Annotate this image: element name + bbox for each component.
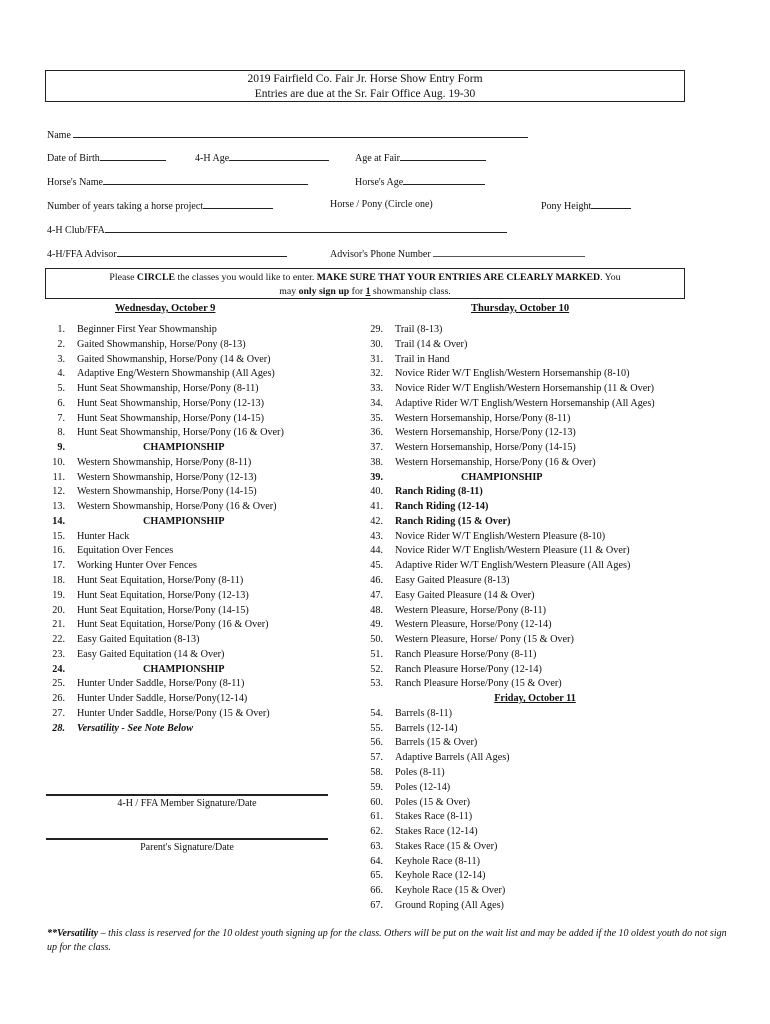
class-number: 33. bbox=[370, 383, 383, 395]
class-number: 22. bbox=[52, 634, 65, 646]
class-name: Western Horsemanship, Horse/Pony (16 & Over) bbox=[395, 456, 596, 468]
class-item[interactable] bbox=[47, 353, 347, 368]
class-name: Gaited Showmanship, Horse/Pony (14 & Over) bbox=[77, 353, 271, 365]
horse-age-field[interactable] bbox=[355, 175, 485, 188]
class-number: 1. bbox=[57, 324, 65, 335]
class-name: Western Horsemanship, Horse/Pony (14-15) bbox=[395, 442, 576, 454]
class-name: Barrels (8-11) bbox=[395, 707, 453, 719]
class-name: Western Showmanship, Horse/Pony (8-11) bbox=[77, 456, 252, 468]
instructions-box bbox=[45, 268, 685, 299]
class-item[interactable] bbox=[365, 530, 705, 545]
class-number: 17. bbox=[52, 560, 65, 572]
class-number: 43. bbox=[370, 530, 383, 542]
class-number: 10. bbox=[52, 456, 65, 468]
class-item[interactable] bbox=[47, 677, 347, 692]
class-number: 9. bbox=[57, 442, 65, 454]
wednesday-class-list bbox=[47, 323, 347, 736]
class-number: 2. bbox=[57, 338, 65, 350]
class-number: 54. bbox=[370, 707, 383, 719]
class-name: Keyhole Race (15 & Over) bbox=[395, 885, 506, 897]
class-item[interactable] bbox=[365, 722, 705, 737]
class-number: 29. bbox=[370, 324, 383, 335]
thursday-heading: Thursday, October 10 bbox=[471, 303, 570, 314]
instructions-line-2: may only sign up for 1 showmanship class. bbox=[279, 286, 451, 297]
class-name: Hunter Hack bbox=[77, 530, 130, 542]
class-item[interactable] bbox=[47, 338, 347, 353]
class-item[interactable] bbox=[47, 589, 347, 604]
class-number: 56. bbox=[370, 737, 383, 749]
dob-label: Date of Birth bbox=[47, 153, 100, 164]
class-item[interactable] bbox=[365, 604, 705, 619]
member-signature-line[interactable] bbox=[46, 794, 328, 796]
class-number: 12. bbox=[52, 486, 65, 498]
name-label: Name bbox=[47, 130, 71, 141]
class-item[interactable] bbox=[47, 323, 347, 338]
class-item[interactable] bbox=[365, 855, 705, 870]
class-name: Ranch Pleasure Horse/Pony (15 & Over) bbox=[395, 678, 562, 690]
class-item[interactable] bbox=[47, 367, 347, 382]
class-name: Adaptive Rider W/T English/Western Pleasure (All Ages) bbox=[395, 560, 631, 572]
class-name: Ranch Pleasure Horse/Pony (12-14) bbox=[395, 663, 542, 675]
class-name: CHAMPIONSHIP bbox=[143, 442, 225, 454]
class-name: Poles (8-11) bbox=[395, 766, 445, 778]
class-number: 65. bbox=[370, 870, 383, 882]
class-item[interactable] bbox=[365, 663, 705, 678]
class-name: Ranch Riding (12-14) bbox=[395, 501, 489, 513]
class-name: CHAMPIONSHIP bbox=[143, 515, 225, 527]
class-name: Adaptive Rider W/T English/Western Horsemanship (All Ages) bbox=[395, 397, 655, 409]
class-item[interactable] bbox=[365, 884, 705, 899]
class-item[interactable] bbox=[365, 323, 705, 338]
class-name: Novice Rider W/T English/Western Pleasure (8-10) bbox=[395, 530, 606, 542]
class-number: 19. bbox=[52, 589, 65, 601]
class-number: 3. bbox=[57, 353, 65, 365]
class-number: 46. bbox=[370, 575, 383, 587]
class-item[interactable] bbox=[47, 707, 347, 722]
dob-line[interactable] bbox=[100, 151, 166, 161]
class-number: 64. bbox=[370, 855, 383, 867]
class-number: 57. bbox=[370, 752, 383, 764]
class-item[interactable] bbox=[47, 648, 347, 663]
class-item[interactable] bbox=[365, 338, 705, 353]
class-number: 58. bbox=[370, 766, 383, 778]
advisor-phone-field[interactable] bbox=[330, 247, 585, 260]
class-number: 34. bbox=[370, 397, 383, 409]
class-item[interactable] bbox=[47, 471, 347, 486]
class-name: Trail in Hand bbox=[395, 353, 450, 365]
class-item[interactable] bbox=[47, 692, 347, 707]
class-item[interactable] bbox=[47, 618, 347, 633]
class-item[interactable] bbox=[365, 426, 705, 441]
class-item[interactable] bbox=[47, 500, 347, 515]
name-field[interactable] bbox=[47, 128, 528, 141]
4h-age-field[interactable] bbox=[195, 151, 329, 164]
class-name: Stakes Race (8-11) bbox=[395, 811, 473, 823]
class-name: Keyhole Race (8-11) bbox=[395, 855, 481, 867]
class-item[interactable] bbox=[47, 559, 347, 574]
day-heading-text: Friday, October 11 bbox=[494, 693, 576, 705]
class-number: 52. bbox=[370, 663, 383, 675]
class-number: 66. bbox=[370, 885, 383, 897]
class-name: Adaptive Barrels (All Ages) bbox=[395, 752, 510, 764]
class-item[interactable] bbox=[365, 796, 705, 811]
class-number: 40. bbox=[370, 486, 383, 498]
class-name: Easy Gaited Pleasure (8-13) bbox=[395, 575, 510, 587]
class-number: 59. bbox=[370, 781, 383, 793]
class-item[interactable] bbox=[47, 441, 347, 456]
class-name: Stakes Race (12-14) bbox=[395, 826, 478, 838]
class-number: 62. bbox=[370, 826, 383, 838]
class-name: Hunt Seat Equitation, Horse/Pony (8-11) bbox=[77, 575, 244, 587]
class-item[interactable] bbox=[47, 544, 347, 559]
member-signature-label: 4-H / FFA Member Signature/Date bbox=[117, 798, 257, 809]
class-name: Easy Gaited Equitation (8-13) bbox=[77, 634, 200, 646]
class-item[interactable] bbox=[365, 456, 705, 471]
form-title: 2019 Fairfield Co. Fair Jr. Horse Show Entry Form bbox=[247, 73, 483, 85]
class-number: 35. bbox=[370, 412, 383, 424]
class-number: 51. bbox=[370, 648, 383, 660]
class-number: 49. bbox=[370, 619, 383, 631]
class-number: 36. bbox=[370, 427, 383, 439]
club-line[interactable] bbox=[105, 223, 507, 233]
class-item[interactable] bbox=[365, 618, 705, 633]
horse-pony-field[interactable] bbox=[330, 199, 433, 210]
footnote-text: – this class is reserved for the 10 oldest youth signing up for the class. Others will be put on the wait list and may be added if the 10 oldest youth do not sign up for the class. bbox=[47, 928, 727, 953]
class-item[interactable] bbox=[365, 353, 705, 368]
class-item[interactable] bbox=[365, 412, 705, 427]
horse-name-field[interactable] bbox=[47, 175, 308, 188]
class-item[interactable] bbox=[47, 633, 347, 648]
class-name: Easy Gaited Pleasure (14 & Over) bbox=[395, 589, 535, 601]
class-name: Western Showmanship, Horse/Pony (16 & Over) bbox=[77, 501, 277, 513]
class-number: 18. bbox=[52, 575, 65, 587]
class-item[interactable] bbox=[47, 485, 347, 500]
thursday-friday-class-list bbox=[365, 323, 705, 914]
class-item[interactable] bbox=[365, 441, 705, 456]
class-name: Hunter Under Saddle, Horse/Pony (8-11) bbox=[77, 678, 245, 690]
class-number: 7. bbox=[57, 412, 65, 424]
class-number: 67. bbox=[370, 899, 383, 911]
class-number: 41. bbox=[370, 501, 383, 513]
class-item[interactable] bbox=[365, 515, 705, 530]
class-item[interactable] bbox=[47, 412, 347, 427]
class-name: Poles (12-14) bbox=[395, 781, 451, 793]
horse-name-label: Horse's Name bbox=[47, 177, 103, 188]
wednesday-heading: Wednesday, October 9 bbox=[115, 303, 216, 314]
name-line[interactable] bbox=[73, 128, 528, 138]
class-number: 37. bbox=[370, 442, 383, 454]
class-item[interactable] bbox=[47, 530, 347, 545]
class-number: 20. bbox=[52, 604, 65, 616]
class-number: 26. bbox=[52, 693, 65, 705]
class-number: 21. bbox=[52, 619, 65, 631]
class-name: Beginner First Year Showmanship bbox=[77, 324, 217, 335]
class-item[interactable] bbox=[365, 382, 705, 397]
class-item[interactable] bbox=[47, 426, 347, 441]
pony-height-label: Pony Height bbox=[541, 201, 592, 212]
class-name: Ground Roping (All Ages) bbox=[395, 899, 504, 911]
class-name: Ranch Riding (15 & Over) bbox=[395, 515, 511, 527]
class-name: CHAMPIONSHIP bbox=[461, 471, 543, 483]
class-number: 50. bbox=[370, 634, 383, 646]
class-number: 61. bbox=[370, 811, 383, 823]
footnote-label: **Versatility bbox=[47, 928, 99, 939]
class-item[interactable] bbox=[365, 397, 705, 412]
class-item[interactable] bbox=[47, 722, 347, 737]
class-name: Hunt Seat Showmanship, Horse/Pony (8-11) bbox=[77, 383, 259, 395]
class-name: Ranch Pleasure Horse/Pony (8-11) bbox=[395, 648, 537, 660]
class-name: Novice Rider W/T English/Western Pleasure (11 & Over) bbox=[395, 545, 630, 557]
class-number: 4. bbox=[57, 368, 65, 380]
class-item[interactable] bbox=[47, 397, 347, 412]
club-field[interactable] bbox=[47, 223, 507, 236]
age-at-fair-line[interactable] bbox=[400, 151, 486, 161]
horse-age-line[interactable] bbox=[403, 175, 485, 185]
class-item[interactable] bbox=[365, 574, 705, 589]
class-item[interactable] bbox=[365, 781, 705, 796]
class-item[interactable] bbox=[365, 500, 705, 515]
class-name: Poles (15 & Over) bbox=[395, 796, 470, 808]
class-name: Trail (8-13) bbox=[395, 324, 443, 335]
form-title-box bbox=[45, 70, 685, 102]
class-number: 63. bbox=[370, 840, 383, 852]
day-heading bbox=[365, 692, 705, 707]
class-name: Western Showmanship, Horse/Pony (14-15) bbox=[77, 486, 257, 498]
class-item[interactable] bbox=[47, 663, 347, 678]
class-item[interactable] bbox=[47, 515, 347, 530]
class-number: 5. bbox=[57, 383, 65, 395]
parent-signature-label: Parent's Signature/Date bbox=[140, 842, 234, 853]
class-number: 11. bbox=[52, 471, 65, 483]
class-item[interactable] bbox=[47, 456, 347, 471]
horse-name-line[interactable] bbox=[103, 175, 308, 185]
pony-height-line[interactable] bbox=[591, 199, 631, 209]
horse-age-label: Horse's Age bbox=[355, 177, 404, 188]
class-number: 14. bbox=[52, 515, 65, 527]
class-item[interactable] bbox=[365, 707, 705, 722]
class-item[interactable] bbox=[365, 589, 705, 604]
advisor-field[interactable] bbox=[47, 247, 287, 260]
class-item[interactable] bbox=[47, 574, 347, 589]
class-name: Versatility - See Note Below bbox=[77, 722, 194, 734]
class-name: CHAMPIONSHIP bbox=[143, 663, 225, 675]
class-name: Keyhole Race (12-14) bbox=[395, 870, 486, 882]
class-name: Hunt Seat Showmanship, Horse/Pony (12-13) bbox=[77, 397, 265, 409]
class-number: 44. bbox=[370, 545, 383, 557]
advisor-phone-line[interactable] bbox=[433, 247, 585, 257]
class-item[interactable] bbox=[365, 677, 705, 692]
class-item[interactable] bbox=[365, 485, 705, 500]
class-name: Western Showmanship, Horse/Pony (12-13) bbox=[77, 471, 257, 483]
advisor-line[interactable] bbox=[117, 247, 287, 257]
parent-signature-line[interactable] bbox=[46, 838, 328, 840]
class-number: 45. bbox=[370, 560, 383, 572]
class-item[interactable] bbox=[365, 736, 705, 751]
class-name: Gaited Showmanship, Horse/Pony (8-13) bbox=[77, 338, 246, 350]
class-number: 30. bbox=[370, 338, 383, 350]
class-number: 42. bbox=[370, 515, 383, 527]
class-name: Hunter Under Saddle, Horse/Pony (15 & Over) bbox=[77, 707, 270, 719]
class-name: Easy Gaited Equitation (14 & Over) bbox=[77, 648, 225, 660]
pony-height-field[interactable] bbox=[541, 199, 631, 212]
class-item[interactable] bbox=[365, 840, 705, 855]
class-name: Adaptive Eng/Western Showmanship (All Ages) bbox=[77, 368, 275, 380]
class-name: Hunter Under Saddle, Horse/Pony(12-14) bbox=[77, 693, 248, 705]
class-number: 24. bbox=[52, 663, 65, 675]
class-name: Hunt Seat Equitation, Horse/Pony (12-13) bbox=[77, 589, 249, 601]
class-number: 60. bbox=[370, 796, 383, 808]
class-name: Barrels (15 & Over) bbox=[395, 737, 478, 749]
class-name: Western Pleasure, Horse/Pony (12-14) bbox=[395, 619, 552, 631]
class-name: Hunt Seat Equitation, Horse/Pony (14-15) bbox=[77, 604, 249, 616]
class-number: 28. bbox=[52, 722, 65, 734]
class-number: 47. bbox=[370, 589, 383, 601]
class-name: Hunt Seat Showmanship, Horse/Pony (16 & Over) bbox=[77, 427, 284, 439]
class-number: 25. bbox=[52, 678, 65, 690]
class-number: 16. bbox=[52, 545, 65, 557]
advisor-phone-label: Advisor's Phone Number bbox=[330, 249, 431, 260]
class-item[interactable] bbox=[365, 471, 705, 486]
class-number: 48. bbox=[370, 604, 383, 616]
class-item[interactable] bbox=[365, 559, 705, 574]
age-at-fair-label: Age at Fair bbox=[355, 153, 400, 164]
age-at-fair-field[interactable] bbox=[355, 151, 486, 164]
class-name: Hunt Seat Equitation, Horse/Pony (16 & Over) bbox=[77, 619, 269, 631]
class-item[interactable] bbox=[47, 382, 347, 397]
4h-age-label: 4-H Age bbox=[195, 153, 230, 164]
class-item[interactable] bbox=[365, 869, 705, 884]
class-number: 32. bbox=[370, 368, 383, 380]
class-item[interactable] bbox=[47, 604, 347, 619]
class-name: Novice Rider W/T English/Western Horsemanship (8-10) bbox=[395, 368, 630, 380]
class-item[interactable] bbox=[365, 633, 705, 648]
class-name: Hunt Seat Showmanship, Horse/Pony (14-15) bbox=[77, 412, 265, 424]
class-number: 31. bbox=[370, 353, 383, 365]
class-item[interactable] bbox=[365, 648, 705, 663]
class-item[interactable] bbox=[365, 899, 705, 914]
class-item[interactable] bbox=[365, 810, 705, 825]
club-label: 4-H Club/FFA bbox=[47, 225, 105, 236]
class-number: 53. bbox=[370, 678, 383, 690]
years-line[interactable] bbox=[203, 199, 273, 209]
class-number: 38. bbox=[370, 456, 383, 468]
class-number: 55. bbox=[370, 722, 383, 734]
class-name: Western Horsemanship, Horse/Pony (12-13) bbox=[395, 427, 576, 439]
class-name: Trail (14 & Over) bbox=[395, 338, 468, 350]
class-number: 8. bbox=[57, 427, 65, 439]
class-name: Western Pleasure, Horse/ Pony (15 & Over) bbox=[395, 634, 574, 646]
years-field[interactable] bbox=[47, 199, 273, 212]
dob-field[interactable] bbox=[47, 151, 166, 164]
class-item[interactable] bbox=[365, 825, 705, 840]
class-number: 39. bbox=[370, 471, 383, 483]
horse-pony-label: Horse / Pony (Circle one) bbox=[330, 199, 433, 210]
class-name: Western Pleasure, Horse/Pony (8-11) bbox=[395, 604, 547, 616]
class-name: Working Hunter Over Fences bbox=[77, 560, 197, 572]
class-name: Barrels (12-14) bbox=[395, 722, 458, 734]
class-name: Stakes Race (15 & Over) bbox=[395, 840, 498, 852]
class-number: 15. bbox=[52, 530, 65, 542]
class-name: Novice Rider W/T English/Western Horsemanship (11 & Over) bbox=[395, 383, 654, 395]
versatility-footnote bbox=[47, 927, 737, 955]
instructions-line-1: Please CIRCLE the classes you would like to enter. MAKE SURE THAT YOUR ENTRIES ARE CLEARLY MARKED. You bbox=[109, 272, 621, 283]
class-item[interactable] bbox=[365, 367, 705, 382]
class-item[interactable] bbox=[365, 766, 705, 781]
class-name: Ranch Riding (8-11) bbox=[395, 486, 483, 498]
class-name: Western Horsemanship, Horse/Pony (8-11) bbox=[395, 412, 571, 424]
class-number: 6. bbox=[57, 397, 65, 409]
class-number: 13. bbox=[52, 501, 65, 513]
class-name: Equitation Over Fences bbox=[77, 545, 174, 557]
4h-age-line[interactable] bbox=[229, 151, 329, 161]
years-label: Number of years taking a horse project bbox=[47, 201, 204, 212]
form-subtitle: Entries are due at the Sr. Fair Office Aug. 19-30 bbox=[254, 88, 476, 100]
class-item[interactable] bbox=[365, 751, 705, 766]
advisor-label: 4-H/FFA Advisor bbox=[47, 249, 117, 260]
class-number: 23. bbox=[52, 648, 65, 660]
class-number: 27. bbox=[52, 707, 65, 719]
class-item[interactable] bbox=[365, 544, 705, 559]
